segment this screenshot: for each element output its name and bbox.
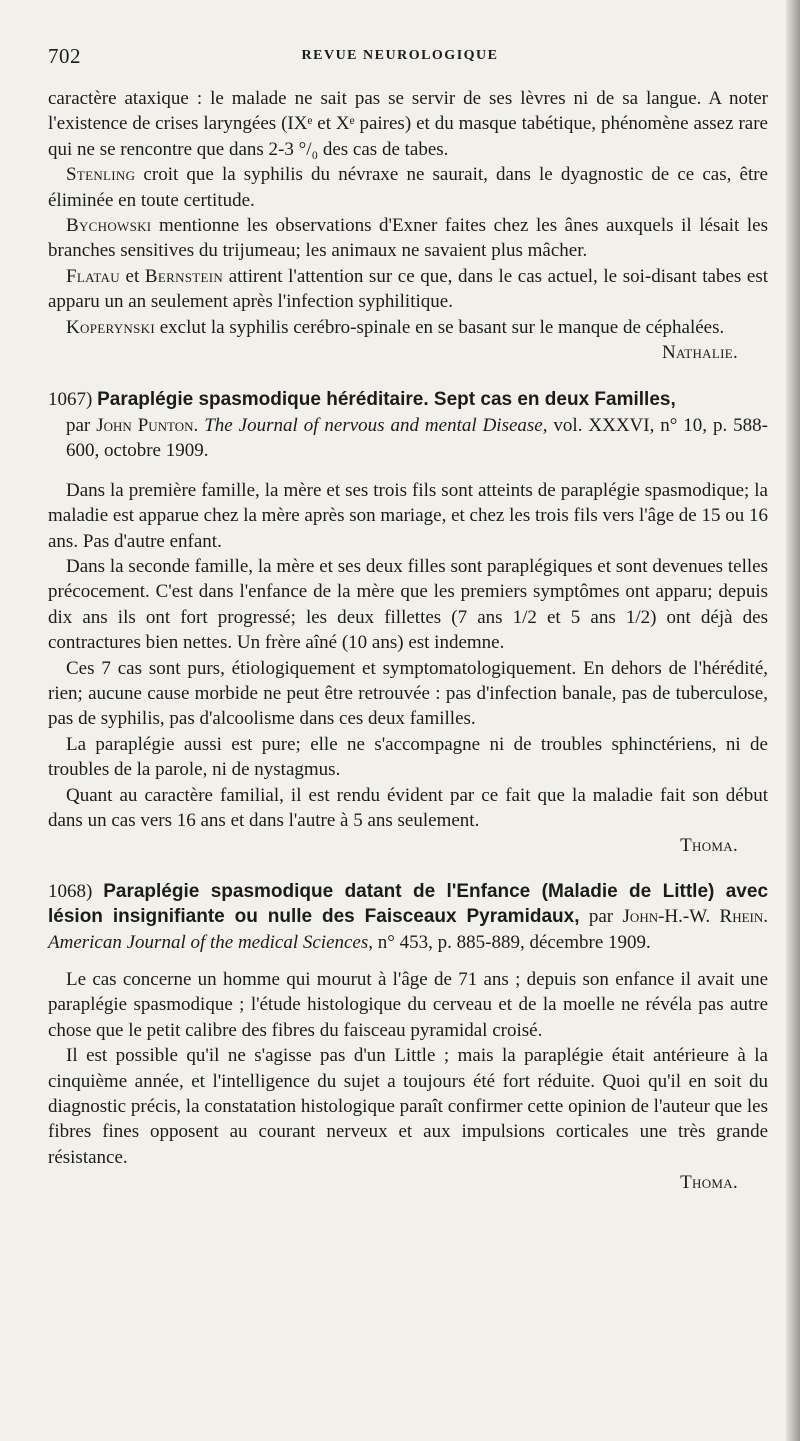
author-name: Koperynski bbox=[66, 316, 155, 338]
entry-title: Paraplégie spasmodique datant de l'Enfance (Maladie de Little) avec lésion insignifiante ou nulle des Faisceaux Pyramidaux, bbox=[48, 880, 769, 928]
paragraph: Ces 7 cas sont purs, étiologiquement et symptomatologiquement. En dehors de l'hérédité, rien; aucune cause morbide ne peut être retrouvée : pas d'infection banale, pas de tuberculose, pas de syphilis, pas d'alcoolisme dans ces deux familles. bbox=[48, 657, 768, 730]
author-name: Bernstein bbox=[144, 265, 224, 287]
author-name: Flatau bbox=[66, 265, 120, 287]
author-name: Stenling bbox=[66, 164, 136, 186]
paragraph: Quant au caractère familial, il est rendu évident par ce fait que la maladie fait son début dans un cas vers 16 ans et dans l'autre à 5 ans seulement. bbox=[48, 784, 768, 831]
paragraph: Le cas concerne un homme qui mourut à l'âge de 71 ans ; depuis son enfance il avait une paraplégie spasmodique ; l'étude histologique du cerveau et de la moelle ne révéla pas autre chose que le petit calibre des fibres du faisceau pyramidal croisé. bbox=[48, 969, 768, 1041]
entry-number: 1067) bbox=[48, 389, 93, 411]
paragraph: Dans la première famille, la mère et ses trois fils sont atteints de paraplégie spasmodique; la maladie est apparue chez la mère après son mariage, et chez les trois fils vers l'âge de 15 ou 16 ans. Pas d'autre enfant. bbox=[48, 479, 768, 552]
page-content bbox=[48, 86, 768, 1196]
entry-title: Paraplégie spasmodique héréditaire. Sept cas en deux Familles, bbox=[97, 389, 676, 411]
paragraph: Stenling croit que la syphilis du névraxe ne saurait, dans le dyagnostic de ce cas, être éliminée en toute certitude. bbox=[48, 164, 768, 211]
reviewer-signature: Thoma. bbox=[680, 1172, 738, 1194]
entry-author: John Punton bbox=[96, 414, 194, 436]
paragraph: La paraplégie aussi est pure; elle ne s'accompagne ni de troubles sphinctériens, ni de troubles de la parole, ni de nystagmus. bbox=[48, 733, 768, 781]
page-header bbox=[48, 44, 752, 74]
entry-reference: par John Punton. The Journal of nervous and mental Disease, vol. XXXVI, n° 10, p. 588-600, octobre 1909. bbox=[66, 414, 769, 462]
previous-entry-continuation bbox=[48, 86, 768, 365]
running-title: REVUE NEUROLOGIQUE bbox=[301, 48, 499, 63]
paragraph: Bychowski mentionne les observations d'Exner faites chez les ânes auxquels il lésait les branches sensitives du trijumeau; les animaux ne savaient plus mâcher. bbox=[48, 215, 768, 262]
paragraph: Flatau et Bernstein attirent l'attention sur ce que, dans le cas actuel, le soi-disant tabes est apparu un an seulement après l'infection syphilitique. bbox=[48, 265, 768, 313]
author-name: Bychowski bbox=[66, 215, 152, 237]
paragraph: Dans la seconde famille, la mère et ses deux filles sont paraplégiques et sont devenues telles précocement. C'est dans l'enfance de la mère que les premiers symptômes ont apparu; depuis dix ans ils ont fort progressé; les deux fillettes (7 ans 1/2 et 5 ans 1/2) ont déjà des contractures bien nettes. Un frère aîné (10 ans) est indemne. bbox=[48, 555, 768, 654]
entry-1067 bbox=[48, 387, 768, 858]
entry-heading: 1068) Paraplégie spasmodique datant de l'Enfance (Maladie de Little) avec lésion insignifiante ou nulle des Faisceaux Pyramidaux, par John-H.-W. Rhein. American Journal of the medical Sciences, n° 453, p. 885-889, décembre 1909. bbox=[48, 880, 769, 953]
journal-name: The Journal of nervous and mental Disease, bbox=[204, 414, 548, 436]
paragraph: caractère ataxique : le malade ne sait pas se servir de ses lèvres ni de sa langue. A noter l'existence de crises laryngées (IXᵉ et Xᵉ paires) et du masque tabétique, phénomène assez rare qui ne se rencontre que dans 2-3 °/₀ des cas de tabes. bbox=[48, 88, 768, 160]
page-number: 702 bbox=[48, 44, 81, 68]
reviewer-signature: Nathalie. bbox=[661, 342, 738, 364]
entry-number: 1068) bbox=[48, 880, 93, 902]
entry-1068 bbox=[48, 879, 768, 1196]
reviewer-signature: Thoma. bbox=[680, 835, 738, 857]
paragraph: Il est possible qu'il ne s'agisse pas d'un Little ; mais la paraplégie était antérieure à la cinquième année, et l'intelligence du sujet a toujours été fort réduite. Quoi qu'il en soit du diagnostic précis, la constatation histologique paraît confirmer cette opinion de l'auteur que les fibres fines opposent au courant nerveux et aux impulsions corticales une très grande résistance. bbox=[48, 1045, 768, 1168]
page-edge-shadow bbox=[786, 0, 800, 1441]
journal-name: American Journal of the medical Sciences, bbox=[48, 931, 374, 953]
entry-author: John-H.-W. Rhein bbox=[622, 906, 764, 928]
paragraph: Koperynski exclut la syphilis cerébro-spinale en se basant sur le manque de céphalées. bbox=[66, 316, 725, 338]
entry-heading bbox=[48, 387, 768, 412]
